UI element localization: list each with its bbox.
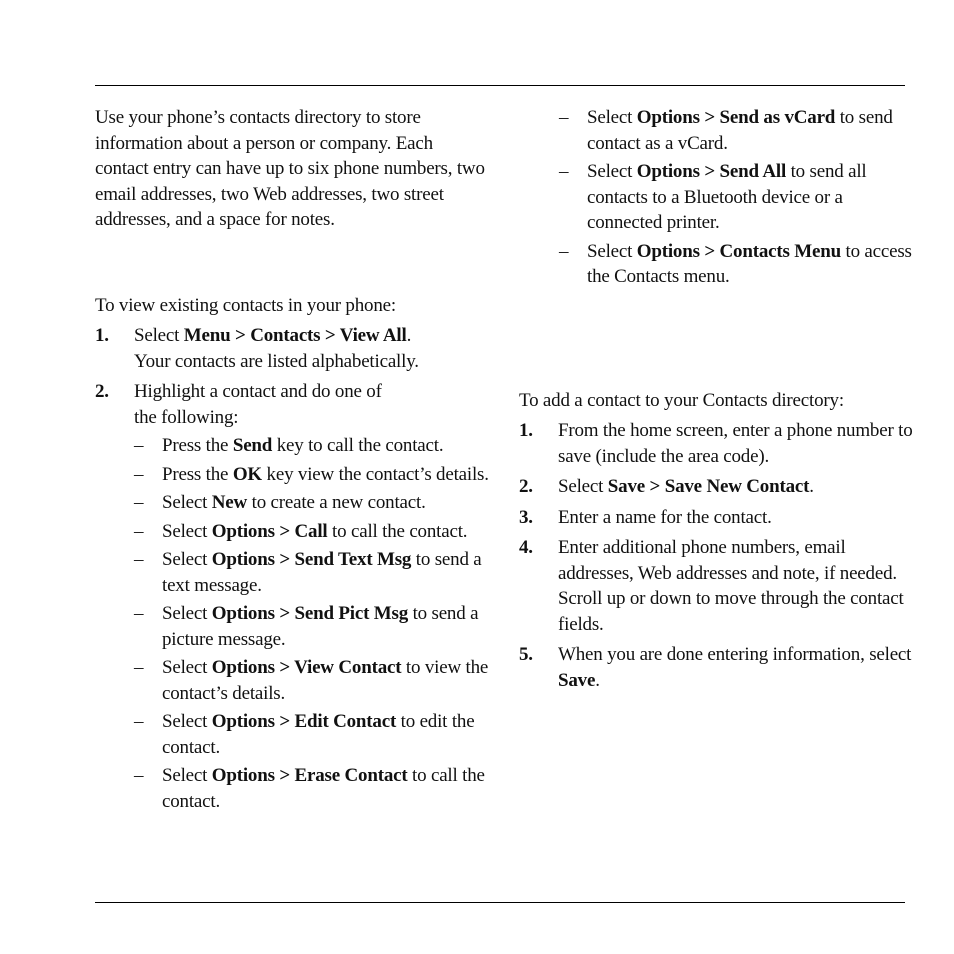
bullet-item: – Press the OK key view the contact’s details. bbox=[134, 462, 490, 488]
view-step-2 bbox=[95, 379, 490, 814]
bullet-item: – Select Options > Send Text Msg to send a text message. bbox=[134, 549, 482, 596]
bullet-item: – Select Options > Send Pict Msg to send a picture message. bbox=[134, 603, 479, 650]
dash-icon: – bbox=[559, 161, 569, 182]
bullet-item: – Select Options > Erase Contact to call the contact. bbox=[134, 765, 485, 812]
add-step-5: 5. When you are done entering information, select Save. bbox=[519, 644, 912, 691]
dash-icon: – bbox=[134, 657, 144, 678]
bullet-item: – Select Options > Contacts Menu to access the Contacts menu. bbox=[559, 240, 912, 287]
option-bullets-list bbox=[134, 433, 490, 814]
more-options-list bbox=[0, 105, 914, 290]
bullet-item: – Select Options > Send All to send all contacts to a Bluetooth device or a connected printer. bbox=[559, 161, 867, 233]
view-step-1 bbox=[95, 323, 490, 374]
step-number: 1. bbox=[95, 325, 109, 346]
bullet-item: – Select Options > Call to call the contact. bbox=[134, 519, 490, 545]
bullet-item: – Select Options > Send as vCard to send contact as a vCard. bbox=[559, 107, 893, 154]
bullet-item: – Select Options > View Contact to view the contact’s details. bbox=[134, 657, 489, 704]
step-number: 2. bbox=[95, 381, 109, 402]
step-number: 1. bbox=[519, 420, 533, 441]
bottom-rule bbox=[95, 902, 905, 903]
step-text-line1: Highlight a contact and do one of bbox=[134, 381, 382, 402]
dash-icon: – bbox=[134, 549, 144, 570]
view-steps-list bbox=[95, 323, 490, 814]
bullet-item: – Press the Send key to call the contact. bbox=[134, 433, 490, 459]
dash-icon: – bbox=[134, 603, 144, 624]
view-contacts-lead: To view existing contacts in your phone: bbox=[95, 294, 396, 316]
dash-icon: – bbox=[559, 107, 569, 128]
dash-icon: – bbox=[134, 711, 144, 732]
step-number: 3. bbox=[519, 506, 533, 528]
intro-paragraph: Use your phone’s contacts directory to store information about a person or company. Each contact entry can have up to six phone numbers, two email addresses, two Web addresses, two street addresses, and a space for notes. bbox=[95, 107, 485, 230]
add-steps-list bbox=[519, 418, 914, 693]
add-step-3: 3. Enter a name for the contact. bbox=[519, 505, 914, 531]
dash-icon: – bbox=[134, 765, 144, 786]
right-column bbox=[519, 105, 914, 698]
step-text-line2: the following: bbox=[134, 406, 239, 428]
add-contact-lead: To add a contact to your Contacts directory: bbox=[519, 389, 844, 411]
dash-icon: – bbox=[134, 520, 144, 542]
step-number: 5. bbox=[519, 644, 533, 665]
add-step-1: 1. From the home screen, enter a phone number to save (include the area code). bbox=[519, 420, 913, 467]
bullet-item: – Select Options > Edit Contact to edit the contact. bbox=[134, 711, 475, 758]
dash-icon: – bbox=[134, 435, 144, 456]
dash-icon: – bbox=[134, 492, 144, 513]
add-step-2: 2. Select Save > Save New Contact. bbox=[519, 474, 914, 500]
step-number: 4. bbox=[519, 537, 533, 558]
step-text-pre: Select bbox=[134, 325, 184, 346]
bullet-item: – Select New to create a new contact. bbox=[134, 490, 490, 516]
add-step-4: 4. Enter additional phone numbers, email addresses, Web addresses and note, if needed. Scroll up or down to move through the contact fields. bbox=[519, 537, 904, 635]
step-text-post: . bbox=[406, 325, 412, 346]
step-text-line2: Your contacts are listed alphabetically. bbox=[134, 350, 419, 372]
dash-icon: – bbox=[559, 240, 569, 262]
step-menu-path: Menu > Contacts > View All bbox=[183, 325, 407, 346]
top-rule bbox=[95, 85, 905, 86]
dash-icon: – bbox=[134, 463, 144, 485]
step-number: 2. bbox=[519, 476, 533, 497]
